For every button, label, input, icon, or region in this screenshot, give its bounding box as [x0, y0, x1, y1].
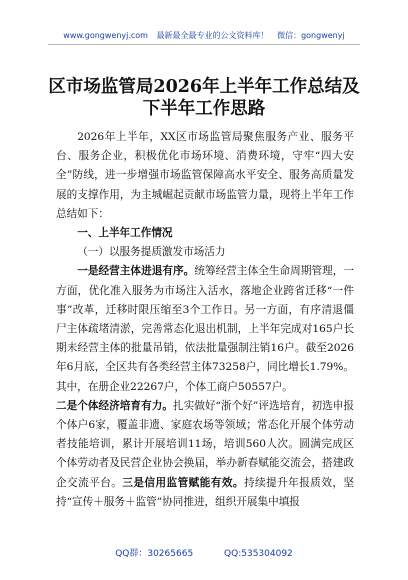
paragraph-1-body: 统筹经营主体全生命周期管理，一方面，优化准入服务为市场注入活水，落地企业跨省迁移“一件事”改革，迁移时限压缩至3个工作日。另一方面，有序清退僵尸主体疏堵清淤，完善常态化退出机制，上半年完成对165户长期未经营主体的批量吊销，依法批量强制注销16户。截至2026年6月底，全区共有各类经营主体73258户，同比增长1.79%。其中，在册企业22267户，个体工商户50557户。	[56, 265, 355, 393]
document-body	[56, 128, 354, 512]
site-header	[0, 30, 408, 41]
paragraph-1-lead: 一是经营主体进退有序。	[77, 265, 195, 278]
page-footer	[0, 546, 408, 559]
paragraph-2-body: 扎实做好“浙个好”评选培育，初选申报个体户6家，覆盖非遗、家庭农场等领域；常态化开展个体劳动者技能培训，累计开展培训11场，培训560人次。圆满完成区个体劳动者及民营企业协会换届，举办新春赋能交流会，搭建政企交流平台。	[56, 399, 354, 489]
paragraph-2-lead: 二是个体经济培育有力。	[56, 399, 173, 412]
footer-qq: QQ:535304092	[224, 549, 293, 559]
paragraph-2	[56, 397, 354, 512]
site-slogan: 最新最全最专业的公文资料库！	[156, 31, 269, 40]
paragraph-2-body-2: 持续提升年报质效，坚持“宣传＋服务＋监管”协同推进，组织开展集中填报	[56, 476, 355, 508]
section-heading-1: 一、上半年工作情况	[77, 227, 173, 240]
intro-paragraph: 2026年上半年，XX区市场监管局聚焦服务产业、服务平台、服务企业，积极优化市场环境、消费环境，守牢“四大安全”防线，进一步增强市场监管保障高水平安全、服务高质量发展的支撑作用，为主城崛起贡献市场监管力量，现将上半年工作总结如下：	[56, 131, 354, 220]
wechat-id: 微信：gongwenyj	[277, 31, 345, 40]
paragraph-2-lead-2: 三是信用监管赋能有效。	[122, 476, 244, 489]
document-title: 区市场监管局2026年上半年工作总结及下半年工作思路	[48, 77, 360, 119]
paragraph-1	[56, 262, 354, 396]
header-divider	[48, 44, 360, 45]
footer-qq-group: QQ群：30265665	[115, 549, 194, 559]
subsection-heading-1: （一）以服务提质激发市场活力	[77, 246, 226, 259]
site-url[interactable]: www.gongwenyj.com	[63, 31, 148, 40]
